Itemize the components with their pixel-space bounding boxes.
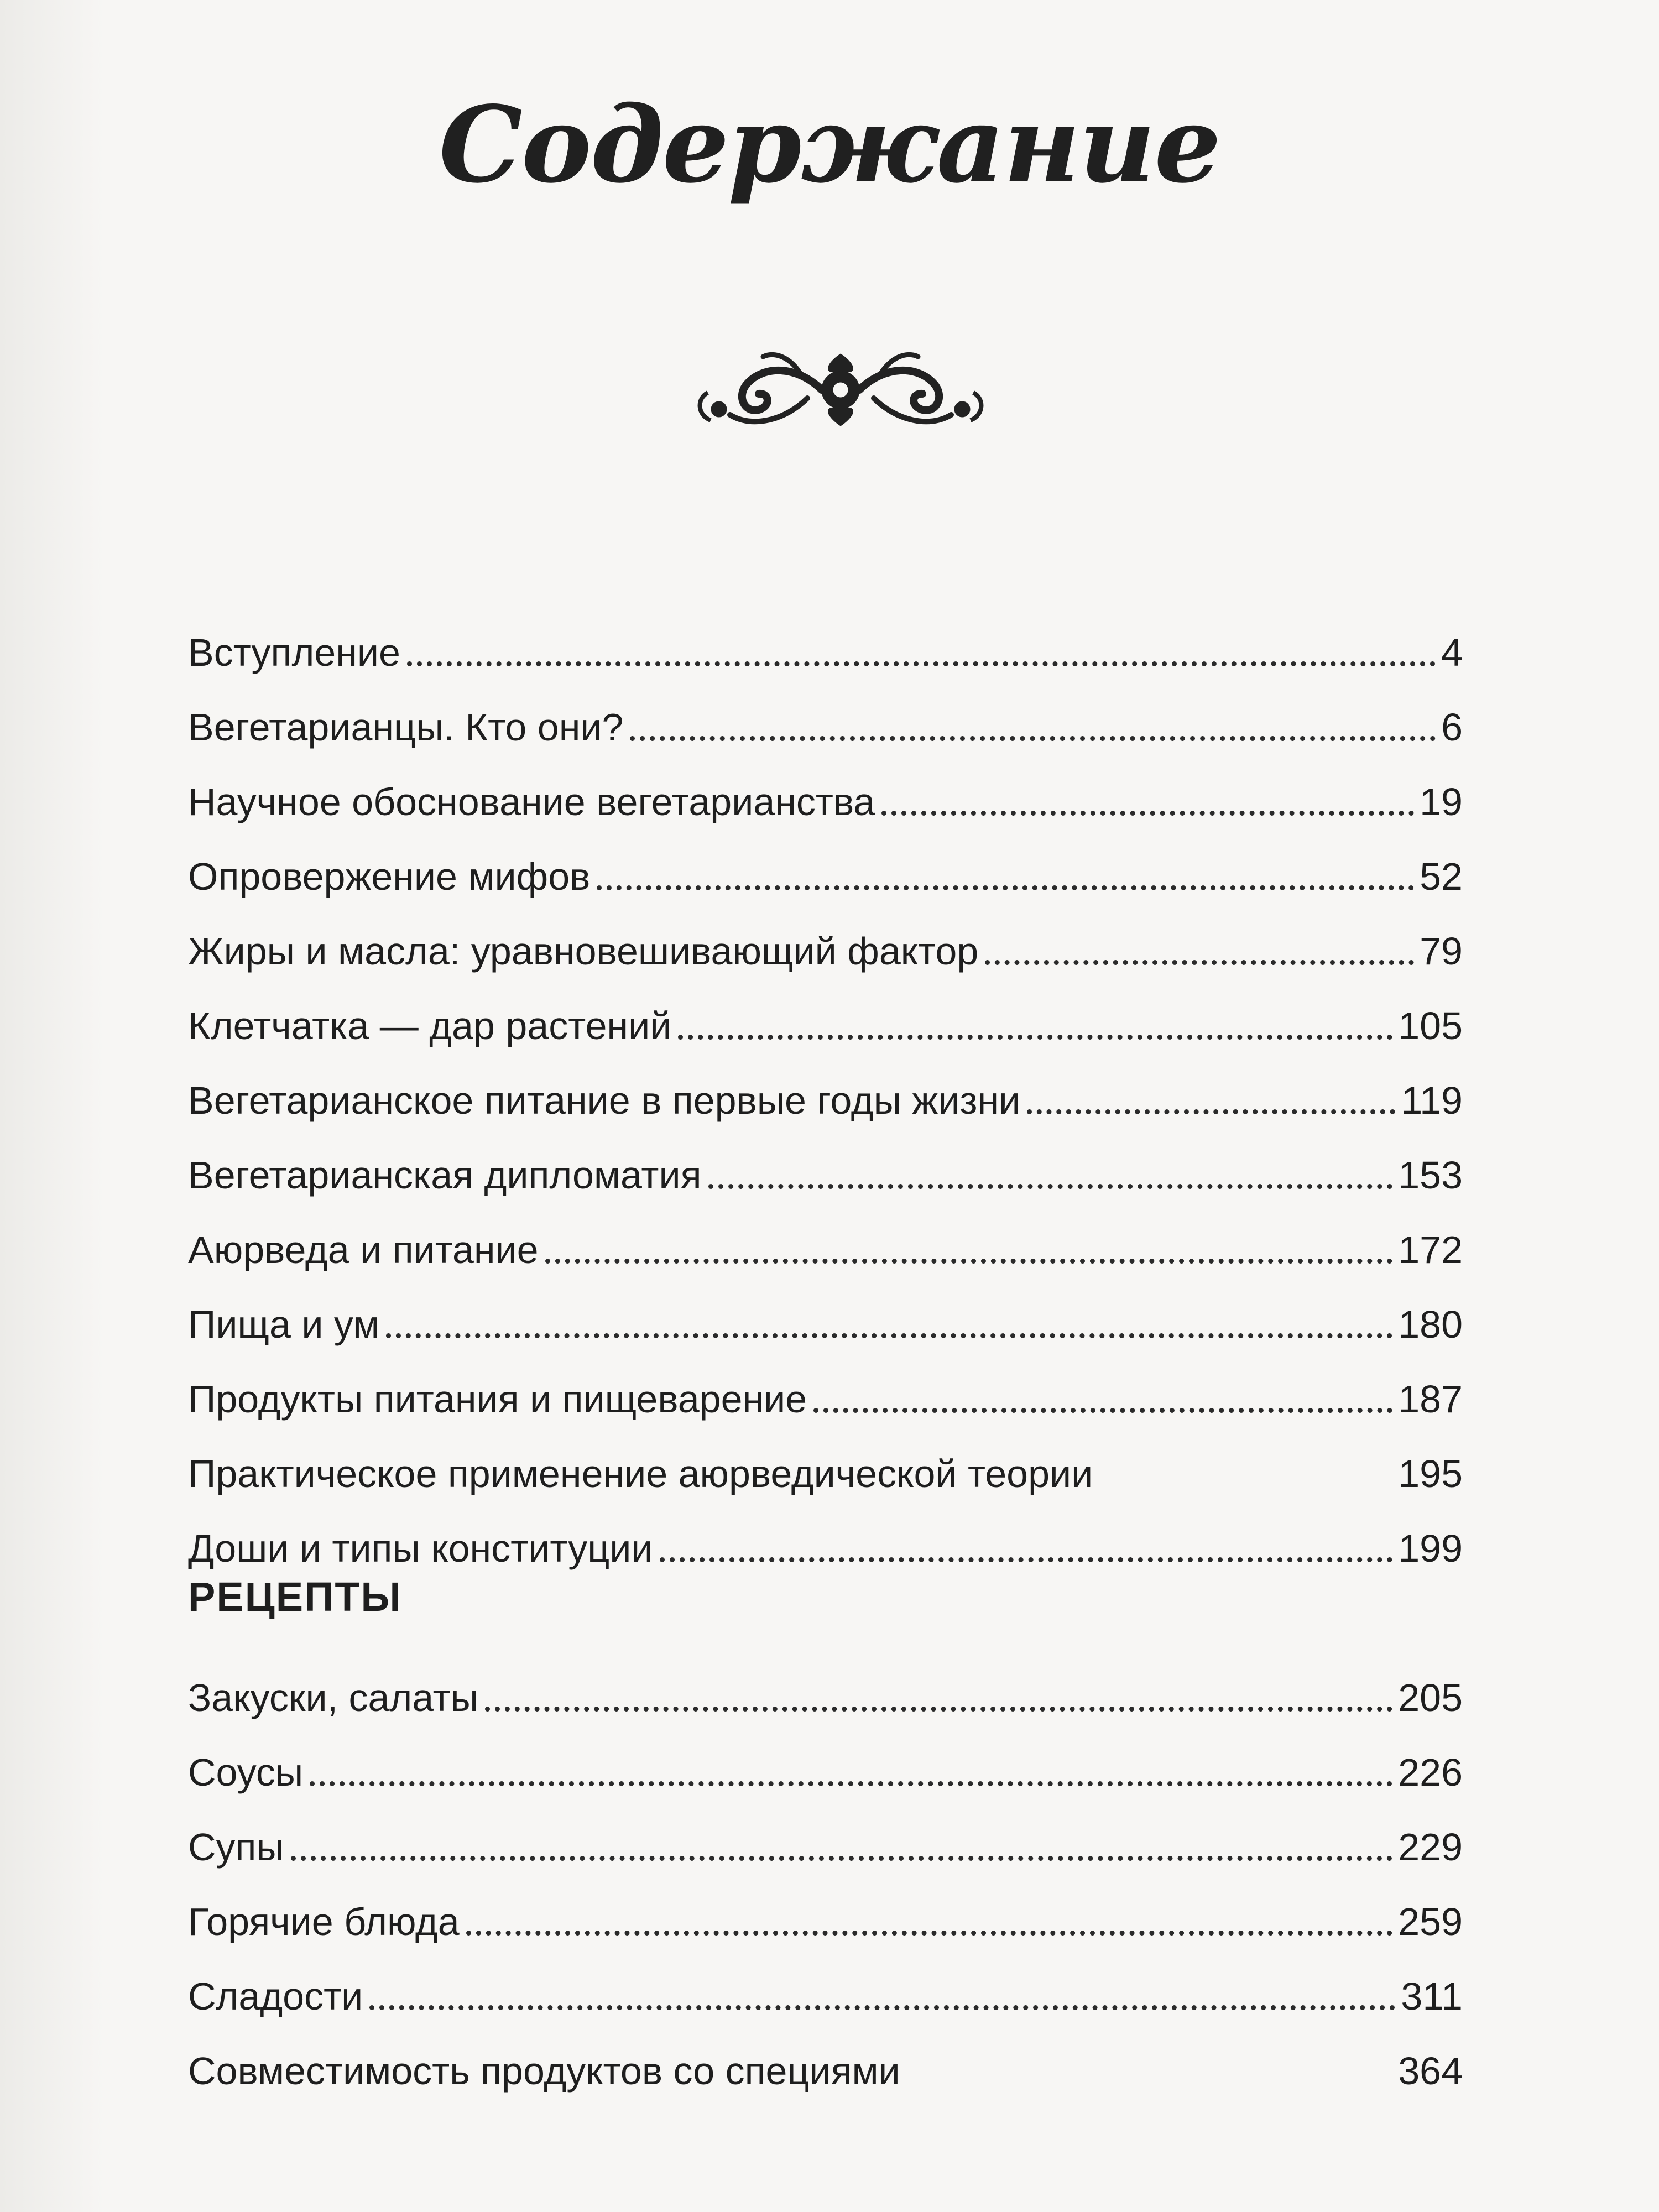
- toc-entry[interactable]: [188, 1358, 1463, 1421]
- toc-entry-title: Супы: [188, 1825, 284, 1869]
- leader-dots: [813, 1408, 1392, 1413]
- leader-dots: [881, 811, 1414, 816]
- toc-entry[interactable]: [188, 686, 1463, 747]
- toc-entry-page: 153: [1398, 1154, 1463, 1197]
- toc-entry[interactable]: [188, 1806, 1463, 1869]
- toc-entry[interactable]: [188, 1059, 1463, 1120]
- toc-entry[interactable]: [188, 1656, 1463, 1717]
- toc-entry-title: Опровержение мифов: [188, 855, 591, 898]
- toc-entry-title: Совместимость продуктов со специями: [188, 2049, 900, 2093]
- toc-entry-title: Доши и типы конституции: [188, 1527, 653, 1570]
- leader-dots: [660, 1557, 1393, 1562]
- toc-entry-page: 364: [1398, 2049, 1463, 2093]
- toc-entry-page: 4: [1441, 631, 1463, 674]
- toc-entry-title: Сладости: [188, 1975, 363, 2018]
- toc-entry-title: Вегетарианцы. Кто они?: [188, 706, 624, 749]
- toc-entry-title: Горячие блюда: [188, 1900, 460, 1943]
- toc-entry-title: Продукты питания и пищеварение: [188, 1378, 807, 1421]
- leader-dots: [386, 1333, 1392, 1338]
- leader-dots: [310, 1781, 1392, 1786]
- toc-entry[interactable]: [188, 1134, 1463, 1197]
- toc-entry-title: Соусы: [188, 1751, 304, 1794]
- toc-entry[interactable]: [188, 1731, 1463, 1792]
- toc-entry[interactable]: [188, 910, 1463, 971]
- leader-dots: [485, 1707, 1392, 1712]
- toc-entry-page: 187: [1398, 1378, 1463, 1421]
- toc-entry-page: 180: [1398, 1303, 1463, 1346]
- toc-entry-page: 205: [1398, 1676, 1463, 1719]
- toc-entry[interactable]: [188, 2030, 1463, 2093]
- toc-entry-title: Вегетарианская дипломатия: [188, 1154, 702, 1197]
- toc-entry-title: Аюрведа и питание: [188, 1228, 539, 1271]
- toc-entry-page: 119: [1401, 1079, 1463, 1122]
- toc-entry-page: 19: [1420, 780, 1463, 823]
- toc-entry-page: 79: [1420, 930, 1463, 973]
- table-of-contents: [188, 0, 1463, 2212]
- toc-entry-title: Вегетарианское питание в первые годы жизни: [188, 1079, 1021, 1122]
- leader-dots: [597, 885, 1414, 890]
- toc-entry-page: 195: [1398, 1452, 1463, 1495]
- toc-entry-title: Закуски, салаты: [188, 1676, 478, 1719]
- toc-entry[interactable]: [188, 1208, 1463, 1269]
- toc-entry[interactable]: [188, 760, 1463, 821]
- toc-entry-title: Практическое применение аюрведической теории: [188, 1452, 1093, 1495]
- toc-entry-page: 259: [1398, 1900, 1463, 1943]
- leader-dots: [1027, 1109, 1395, 1114]
- toc-entry-title: Жиры и масла: уравновешивающий фактор: [188, 930, 979, 973]
- leader-dots: [985, 960, 1414, 965]
- leader-dots: [545, 1259, 1393, 1264]
- leader-dots: [466, 1931, 1393, 1936]
- toc-entry-page: 311: [1401, 1975, 1463, 2018]
- toc-entry[interactable]: [188, 1283, 1463, 1344]
- toc-entry[interactable]: [188, 611, 1463, 672]
- toc-entry[interactable]: [188, 1432, 1463, 1493]
- toc-entry-page: 172: [1398, 1228, 1463, 1271]
- toc-entry-title: Пища и ум: [188, 1303, 380, 1346]
- toc-entry-title: Научное обоснование вегетарианства: [188, 780, 875, 823]
- leader-dots: [407, 661, 1436, 666]
- leader-dots: [630, 736, 1436, 741]
- leader-dots: [291, 1856, 1392, 1861]
- toc-entry-page: 199: [1398, 1527, 1463, 1570]
- page-gutter-shadow: [0, 0, 105, 2212]
- leader-dots: [369, 2005, 1395, 2010]
- toc-entry-title: Клетчатка — дар растений: [188, 1004, 672, 1047]
- toc-entry[interactable]: [188, 1507, 1463, 1568]
- toc-entry-page: 6: [1441, 706, 1463, 749]
- page-title: Содержание: [439, 83, 1220, 206]
- toc-entry-page: 105: [1398, 1004, 1463, 1047]
- toc-entry[interactable]: [188, 1955, 1463, 2016]
- toc-entry[interactable]: [188, 1880, 1463, 1941]
- toc-entry-page: 52: [1420, 855, 1463, 898]
- leader-dots: [708, 1184, 1393, 1189]
- recipes-heading: РЕЦЕПТЫ: [188, 1574, 402, 1620]
- toc-entry[interactable]: [188, 835, 1463, 896]
- toc-entry-page: 226: [1398, 1751, 1463, 1794]
- toc-entry[interactable]: [188, 984, 1463, 1045]
- leader-dots: [678, 1035, 1392, 1040]
- toc-entry-page: 229: [1398, 1825, 1463, 1869]
- toc-entry-title: Вступление: [188, 631, 400, 674]
